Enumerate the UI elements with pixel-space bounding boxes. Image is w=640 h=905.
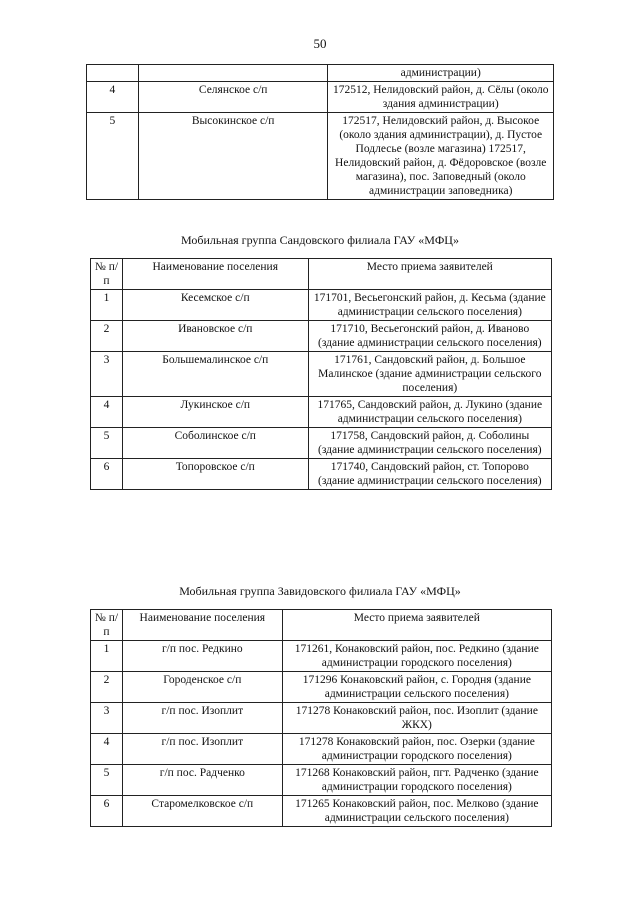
settlement-name: г/п пос. Изоплит [122, 703, 282, 734]
table-row [91, 641, 552, 672]
row-number [87, 65, 139, 82]
settlement-name: Лукинское с/п [122, 397, 308, 428]
table-row [91, 459, 552, 490]
table-row [91, 321, 552, 352]
table-row [91, 397, 552, 428]
settlement-name: Кесемское с/п [122, 290, 308, 321]
reception-address: 171710, Весьегонский район, д. Иваново (здание администрации сельского поселения) [308, 321, 551, 352]
settlement-name: Соболинское с/п [122, 428, 308, 459]
header-address: Место приема заявителей [282, 610, 551, 641]
table-row [91, 352, 552, 397]
header-settlement: Наименование поселения [122, 259, 308, 290]
settlement-name: Селянское с/п [138, 82, 328, 113]
table-row [91, 672, 552, 703]
table-continued [86, 64, 554, 200]
table-row [91, 428, 552, 459]
table-header-row [91, 610, 552, 641]
reception-address: 171740, Сандовский район, ст. Топорово (здание администрации сельского поселения) [308, 459, 551, 490]
row-number: 5 [87, 113, 139, 200]
settlement-name: Ивановское с/п [122, 321, 308, 352]
header-number: № п/п [91, 610, 123, 641]
settlement-name: Топоровское с/п [122, 459, 308, 490]
table-row [91, 765, 552, 796]
reception-address: 172517, Нелидовский район, д. Высокое (около здания администрации), д. Пустое Подлесье (возле магазина) 172517, Нелидовский район, д. Фёдоровское (возле магазина), пос. Заповедный (около администрации заповедника) [328, 113, 554, 200]
header-address: Место приема заявителей [308, 259, 551, 290]
reception-address: 171761, Сандовский район, д. Большое Малинское (здание администрации сельского поселения) [308, 352, 551, 397]
row-number: 6 [91, 796, 123, 827]
row-number: 2 [91, 321, 123, 352]
page-number: 50 [313, 36, 327, 51]
row-number: 4 [91, 734, 123, 765]
table-sandovo [90, 258, 552, 490]
settlement-name: г/п пос. Радченко [122, 765, 282, 796]
table-row [87, 82, 554, 113]
row-number: 1 [91, 641, 123, 672]
settlement-name: Высокинское с/п [138, 113, 328, 200]
section-title-sandovo: Мобильная группа Сандовского филиала ГАУ «МФЦ» [181, 233, 459, 247]
header-number: № п/п [91, 259, 123, 290]
section-title-zavidovo: Мобильная группа Завидовского филиала ГАУ «МФЦ» [179, 584, 461, 598]
settlement-name [138, 65, 328, 82]
table-zavidovo [90, 609, 552, 827]
row-number: 3 [91, 703, 123, 734]
row-number: 4 [87, 82, 139, 113]
settlement-name: Городенское с/п [122, 672, 282, 703]
table-row [91, 703, 552, 734]
reception-address: 171296 Конаковский район, с. Городня (здание администрации сельского поселения) [282, 672, 551, 703]
settlement-name: Большемалинское с/п [122, 352, 308, 397]
reception-address: 171278 Конаковский район, пос. Изоплит (здание ЖКХ) [282, 703, 551, 734]
table-row [91, 290, 552, 321]
header-settlement: Наименование поселения [122, 610, 282, 641]
settlement-name: г/п пос. Изоплит [122, 734, 282, 765]
row-number: 2 [91, 672, 123, 703]
settlement-name: Старомелковское с/п [122, 796, 282, 827]
reception-address: 171701, Весьегонский район, д. Кесьма (здание администрации сельского поселения) [308, 290, 551, 321]
table-header-row [91, 259, 552, 290]
row-number: 1 [91, 290, 123, 321]
reception-address: 171758, Сандовский район, д. Соболины (здание администрации сельского поселения) [308, 428, 551, 459]
reception-address: 171765, Сандовский район, д. Лукино (здание администрации сельского поселения) [308, 397, 551, 428]
row-number: 3 [91, 352, 123, 397]
row-number: 6 [91, 459, 123, 490]
reception-address: 171268 Конаковский район, пгт. Радченко (здание администрации городского поселения) [282, 765, 551, 796]
reception-address: 171278 Конаковский район, пос. Озерки (здание администрации городского поселения) [282, 734, 551, 765]
row-number: 5 [91, 765, 123, 796]
reception-address: 171265 Конаковский район, пос. Мелково (здание администрации сельского поселения) [282, 796, 551, 827]
row-number: 4 [91, 397, 123, 428]
reception-address: 171261, Конаковский район, пос. Редкино (здание администрации городского поселения) [282, 641, 551, 672]
row-number: 5 [91, 428, 123, 459]
reception-address: 172512, Нелидовский район, д. Сёлы (около здания администрации) [328, 82, 554, 113]
settlement-name: г/п пос. Редкино [122, 641, 282, 672]
table-row [91, 796, 552, 827]
reception-address: администрации) [328, 65, 554, 82]
table-row [87, 65, 554, 82]
table-row [91, 734, 552, 765]
table-row [87, 113, 554, 200]
